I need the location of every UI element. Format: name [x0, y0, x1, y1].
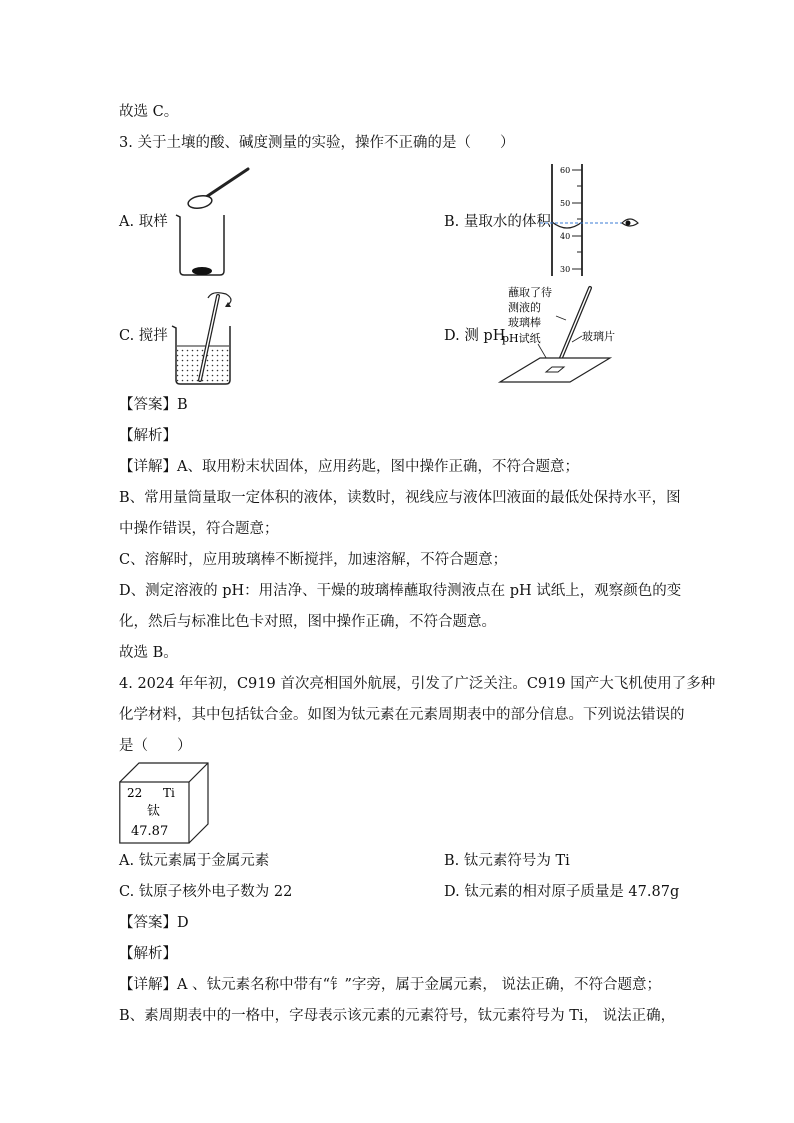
- atomic-mass: 47.87: [131, 824, 169, 839]
- tick-label: 50: [560, 199, 571, 208]
- option-a-label: A. 取样: [119, 214, 168, 230]
- element-cell-figure: [119, 762, 209, 844]
- ph-paper-label: pH试纸: [502, 332, 541, 345]
- glass-slide-label: 玻璃片: [582, 330, 615, 343]
- question-3-stem: 3. 关于土壤的酸、碱度测量的实验，操作不正确的是（ ）: [119, 135, 515, 151]
- question-4-stem: 是（ ）: [119, 738, 192, 754]
- option-b: B. 钛元素符号为 Ti: [444, 853, 570, 869]
- text-line: C、溶解时，应用玻璃棒不断搅拌，加速溶解，不符合题意；: [119, 552, 508, 568]
- ph-test-figure: [498, 280, 638, 386]
- tick-label: 30: [560, 265, 571, 274]
- rod-label: 测液的: [508, 301, 541, 314]
- question-4-stem: 化学材料，其中包括钛合金。如图为钛元素在元素周期表中的部分信息。下列说法错误的: [119, 707, 685, 723]
- question-4-stem: 4. 2024 年年初，C919 首次亮相国外航展，引发了广泛关注。C919 国产大飞机使用了多种: [119, 676, 716, 692]
- option-c-label: C. 搅拌: [119, 328, 168, 344]
- option-a: A. 钛元素属于金属元素: [119, 853, 270, 869]
- text-line: 化，然后与标准比色卡对照，图中操作正确，不符合题意。: [119, 614, 496, 630]
- stirring-beaker-figure: [170, 288, 250, 386]
- text-line: 【详解】A 、钛元素名称中带有“钅”字旁，属于金属元素， 说法正确，不符合题意；: [119, 977, 662, 993]
- text-line: 故选 C。: [119, 104, 179, 120]
- answer-label: 【答案】D: [119, 915, 189, 931]
- text-line: D、测定溶液的 pH：用洁净、干燥的玻璃棒蘸取待测液点在 pH 试纸上，观察颜色的变: [119, 583, 682, 599]
- tick-label: 60: [560, 166, 571, 175]
- spoon-beaker-figure: [170, 165, 260, 277]
- analysis-label: 【解析】: [119, 946, 177, 962]
- atomic-number: 22: [127, 786, 143, 800]
- text-line: 【详解】A、取用粉末状固体，应用药匙，图中操作正确，不符合题意；: [119, 459, 579, 475]
- rod-label: 蘸取了待: [508, 286, 552, 299]
- graduated-cylinder-figure: [540, 162, 640, 278]
- analysis-label: 【解析】: [119, 428, 177, 444]
- text-line: 中操作错误，符合题意；: [119, 521, 279, 537]
- option-d: D. 钛元素的相对原子质量是 47.87g: [444, 884, 680, 900]
- element-symbol: Ti: [163, 786, 175, 800]
- answer-label: 【答案】B: [119, 397, 188, 413]
- option-d-label: D. 测 pH: [444, 328, 506, 344]
- eye-icon: [622, 219, 638, 226]
- text-line: 故选 B。: [119, 645, 178, 661]
- tick-label: 40: [560, 232, 571, 241]
- option-c: C. 钛原子核外电子数为 22: [119, 884, 293, 900]
- option-b-label: B. 量取水的体积: [444, 214, 551, 230]
- rod-label: 玻璃棒: [508, 316, 541, 329]
- element-name: 钛: [147, 804, 161, 819]
- text-line: B、素周期表中的一格中，字母表示该元素的元素符号，钛元素符号为 Ti， 说法正确，: [119, 1008, 676, 1024]
- text-line: B、常用量筒量取一定体积的液体，读数时，视线应与液体凹液面的最低处保持水平，图: [119, 490, 681, 506]
